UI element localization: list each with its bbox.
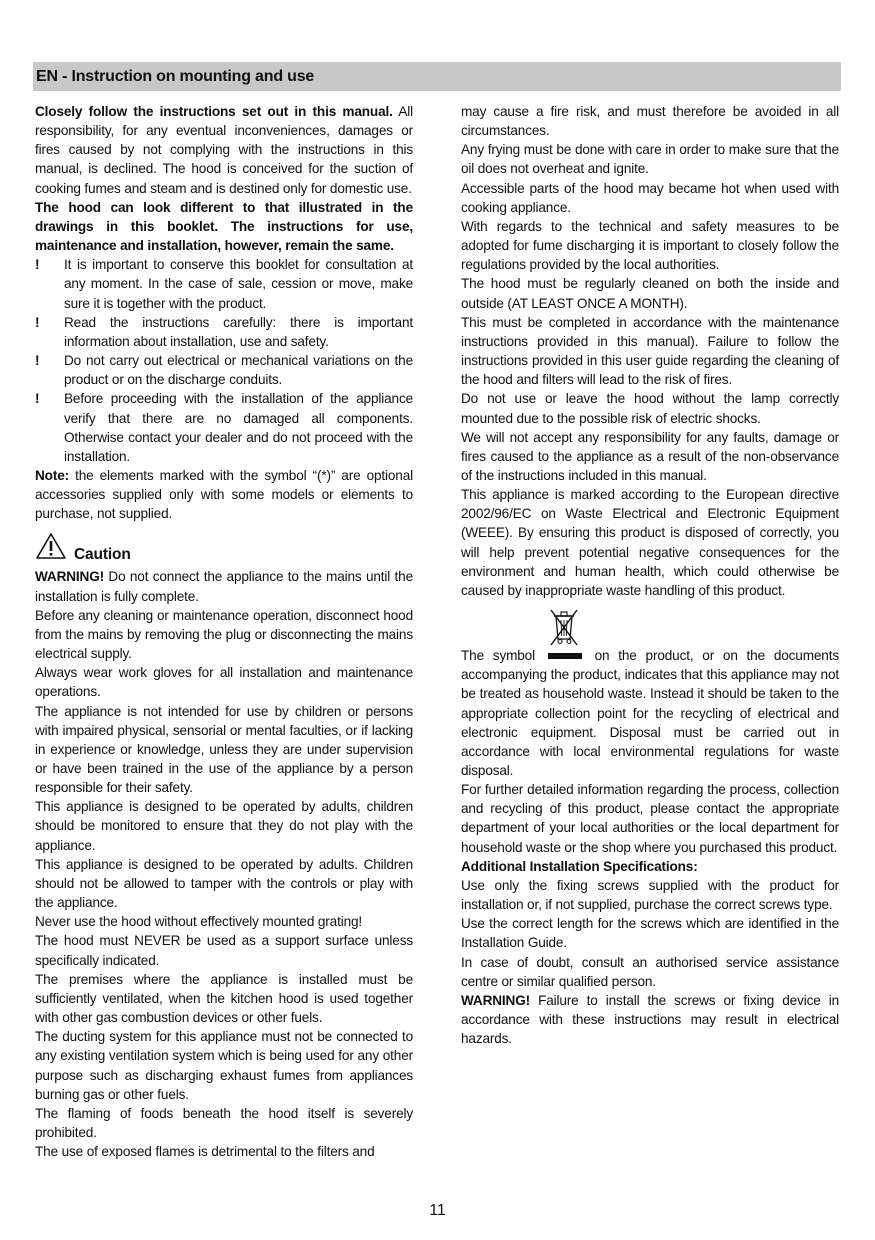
body-paragraph: This appliance is designed to be operated by adults, children should be monitored to ensure that they do not play with the appliance. [35, 799, 413, 853]
body-paragraph: This must be completed in accordance with the maintenance instructions provided in this manual). Failure to follow the instructions provided in this user guide regarding the cleaning of the hood and filters will lead to the risk of fires. [461, 314, 839, 388]
body-paragraph: Use the correct length for the screws which are identified in the Installation Guide. [461, 916, 839, 951]
body-paragraph: This appliance is designed to be operated by adults. Children should not be allowed to tamper with the controls or play with the appliance. [35, 856, 413, 911]
warning-paragraph: WARNING! Failure to install the screws or fixing device in accordance with these instructions may result in electrical hazards. [461, 992, 839, 1047]
crossed-bin-icon [547, 607, 581, 647]
body-paragraph: Before any cleaning or maintenance operation, disconnect hood from the mains by removing the plug or disconnecting the mains electrical supply. [35, 607, 413, 662]
body-paragraph: The hood must NEVER be used as a support surface unless specifically indicated. [35, 933, 413, 968]
weee-bar-icon [548, 653, 582, 659]
intro-bold: Closely follow the instructions set out in this manual. [35, 104, 393, 119]
warning-label: WARNING! [461, 992, 531, 1008]
body-paragraph: The hood must be regularly cleaned on both the inside and outside (AT LEAST ONCE A MONTH). [461, 276, 839, 311]
left-column [35, 102, 413, 1161]
body-paragraph: For further detailed information regarding the process, collection and recycling of this product, please contact the appropriate department of your local authorities or the local department for household waste or the shop where you purchased this product. [461, 782, 839, 855]
body-paragraph: The flaming of foods beneath the hood itself is severely prohibited. [35, 1105, 413, 1140]
body-paragraph: The use of exposed flames is detrimental to the filters and [35, 1144, 375, 1160]
weee-symbol-area [461, 600, 839, 646]
body-paragraph: Do not use or leave the hood without the lamp correctly mounted due to the possible risk of electric shocks. [461, 391, 839, 426]
body-paragraph: We will not accept any responsibility for any faults, damage or fires caused to the appliance as a result of the non-observance of the instructions included in this manual. [461, 429, 839, 483]
body-paragraph: Any frying must be done with care in order to make sure that the oil does not overheat and ignite. [461, 142, 839, 177]
body-paragraph: Never use the hood without effectively mounted grating! [35, 914, 363, 930]
bullet-item: ! Read the instructions carefully: there is important information about installation, use and safety. [35, 314, 413, 349]
body-paragraph: With regards to the technical and safety measures to be adopted for fume discharging it is important to closely follow the regulations provided by the local authorities. [461, 218, 839, 273]
bullet-item: ! It is important to conserve this booklet for consultation at any moment. In the case of sale, cession or move, make sure it is together with the product. [35, 257, 413, 311]
bullet-item: ! Before proceeding with the installation of the appliance verify that there are no damaged all components. Otherwise contact your dealer and do not proceed with the installation. [35, 391, 413, 464]
exclamation-icon: ! [35, 353, 40, 369]
body-paragraph: The premises where the appliance is installed must be sufficiently ventilated, when the kitchen hood is used together with other gas combustion devices or other fuels. [35, 971, 413, 1026]
symbol-paragraph: The symbol on the product, or on the documents accompanying the product, indicates that this appliance may not be treated as household waste. Instead it should be taken to the appropriate collection point for the recycling of electrical and electronic equipment. Disposal must be carried out in accordance with local environmental regulations for waste disposal. [461, 648, 839, 778]
warning-label: WARNING! [35, 569, 105, 585]
body-paragraph: This appliance is marked according to the European directive 2002/96/EC on Waste Electrical and Electronic Equipment (WEEE). By ensuring this product is disposed of correctly, you will help prevent potential negative consequences for the environment and human health, which could otherwise be caused by inappropriate waste handling of this product. [461, 487, 839, 598]
warning-triangle-icon [35, 532, 67, 560]
right-column [461, 102, 839, 1048]
additional-heading: Additional Installation Specifications: [461, 858, 698, 874]
exclamation-icon: ! [35, 257, 40, 273]
exclamation-icon: ! [35, 314, 40, 330]
body-paragraph: may cause a fire risk, and must therefore be avoided in all circumstances. [461, 104, 839, 139]
section-title: EN - Instruction on mounting and use [36, 68, 315, 85]
body-paragraph: The appliance is not intended for use by children or persons with impaired physical, sensorial or mental faculties, or if lacking in experience or knowledge, unless they are under supervision or have been trained in the use of the appliance by a person responsible for their safety. [35, 703, 413, 796]
caution-heading [35, 532, 413, 567]
body-paragraph: Accessible parts of the hood may became hot when used with cooking appliance. [461, 180, 839, 215]
caution-title: Caution [74, 546, 131, 564]
note-label: Note: [35, 467, 69, 483]
body-paragraph: The ducting system for this appliance must not be connected to any existing ventilation system which is being used for any other purpose such as discharging exhaust fumes from appliances burning gas or other fuels. [35, 1029, 413, 1102]
warning-paragraph: WARNING! Do not connect the appliance to the mains until the installation is fully complete. [35, 569, 413, 604]
body-paragraph: Always wear work gloves for all installation and maintenance operations. [35, 665, 413, 700]
intro-paragraph [35, 102, 413, 198]
note-paragraph: Note: the elements marked with the symbol “(*)” are optional accessories supplied only with some models or elements to purchase, not supplied. [35, 467, 413, 522]
notice-paragraph: The hood can look different to that illustrated in the drawings in this booklet. The instructions for use, maintenance and installation, however, remain the same. [35, 199, 413, 254]
page-number: 11 [429, 1202, 446, 1219]
bullet-item: ! Do not carry out electrical or mechanical variations on the product or on the discharge conduits. [35, 353, 413, 388]
intro-text: All responsibility, for any eventual inconveniences, damages or fires caused by not complying with the instructions in this manual, is declined. The hood is conceived for the suction of cooking fumes and steam and is destined only for domestic use. [35, 104, 413, 196]
exclamation-icon: ! [35, 391, 40, 407]
body-paragraph: Use only the fixing screws supplied with the product for installation or, if not supplied, purchase the correct screws type. [461, 877, 839, 913]
body-paragraph: In case of doubt, consult an authorised service assistance centre or similar qualified person. [461, 954, 839, 989]
